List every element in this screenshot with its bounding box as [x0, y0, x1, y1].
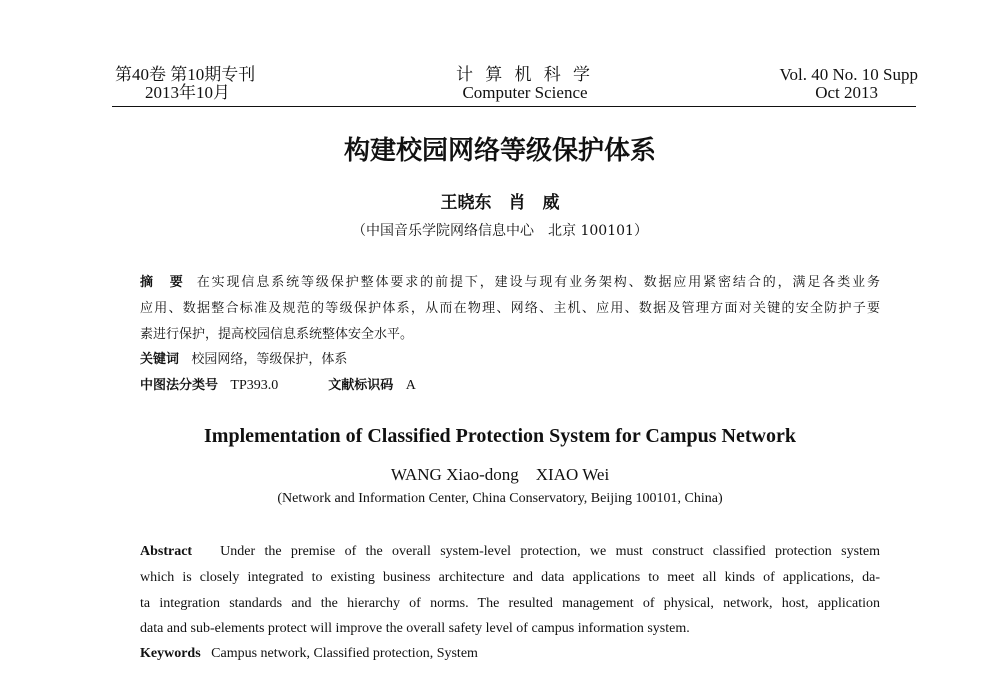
journal-volume-en: [779, 66, 918, 102]
keywords-zh-text: 校园网络，等级保护，体系: [191, 352, 348, 367]
abstract-en-text: Under the premise of the overall system-level protection, we must construct classified protection system: [220, 544, 881, 559]
journal-name-en: Computer Science: [462, 83, 588, 102]
keywords-en-label: Keywords: [140, 646, 201, 661]
affiliation-zh: （中国音乐学院网络信息中心 北京 100101）: [352, 223, 648, 239]
issue-date: 2013年10月: [145, 83, 230, 102]
issue-date-en: Oct 2013: [815, 83, 878, 102]
volume-issue: 第40卷 第10期专刊: [115, 65, 256, 84]
clc-label: 中图法分类号: [140, 378, 219, 393]
classification-zh: [140, 374, 880, 394]
abstract-zh-label: 摘 要: [140, 275, 185, 290]
abstract-en-line: which is closely integrated to existing business architecture and data applications to meet all kinds of applications, da-: [140, 570, 880, 585]
paper-title-zh: 构建校园网络等级保护体系: [343, 136, 656, 166]
abstract-zh-line: 应用、数据整合标准及规范的等级保护体系，从而在物理、网络、主机、应用、数据及管理方面对关键的安全防护子要: [140, 301, 880, 316]
journal-name: [400, 66, 650, 102]
paper-title-en: Implementation of Classified Protection System for Campus Network: [204, 425, 796, 447]
keywords-zh-label: 关键词: [140, 352, 180, 367]
abstract-en-label: Abstract: [140, 544, 193, 559]
journal-volume: [115, 66, 255, 102]
volume-issue-en: Vol. 40 No. 10 Supp: [779, 65, 918, 84]
journal-name-zh: 计 算 机 科 学: [456, 65, 594, 84]
header-rule: [112, 106, 916, 107]
keywords-en: [140, 646, 880, 662]
keywords-zh: [140, 348, 880, 367]
keywords-en-text: Campus network, Classified protection, System: [211, 646, 478, 661]
authors-zh: 王晓东 肖 威: [440, 193, 560, 213]
abstract-zh-line: [140, 271, 880, 290]
abstract-zh-text: 在实现信息系统等级保护整体要求的前提下，建设与现有业务架构、数据应用紧密结合的，满足各类业务: [196, 275, 880, 290]
authors-en: WANG Xiao-dong XIAO Wei: [390, 465, 610, 484]
abstract-en-line: ta integration standards and the hierarchy of norms. The resulted management of physical, network, host, application: [140, 596, 880, 611]
affiliation-en: (Network and Information Center, China Conservatory, Beijing 100101, China): [277, 491, 723, 506]
abstract-en-line: [140, 544, 880, 560]
clc-code: TP393.0: [230, 378, 279, 393]
abstract-en-line: data and sub-elements protect will improve the overall safety level of campus information system.: [140, 621, 690, 636]
abstract-zh-line: 素进行保护，提高校园信息系统整体安全水平。: [140, 327, 414, 342]
doc-code-label: 文献标识码: [328, 378, 394, 393]
doc-code: A: [405, 378, 416, 393]
